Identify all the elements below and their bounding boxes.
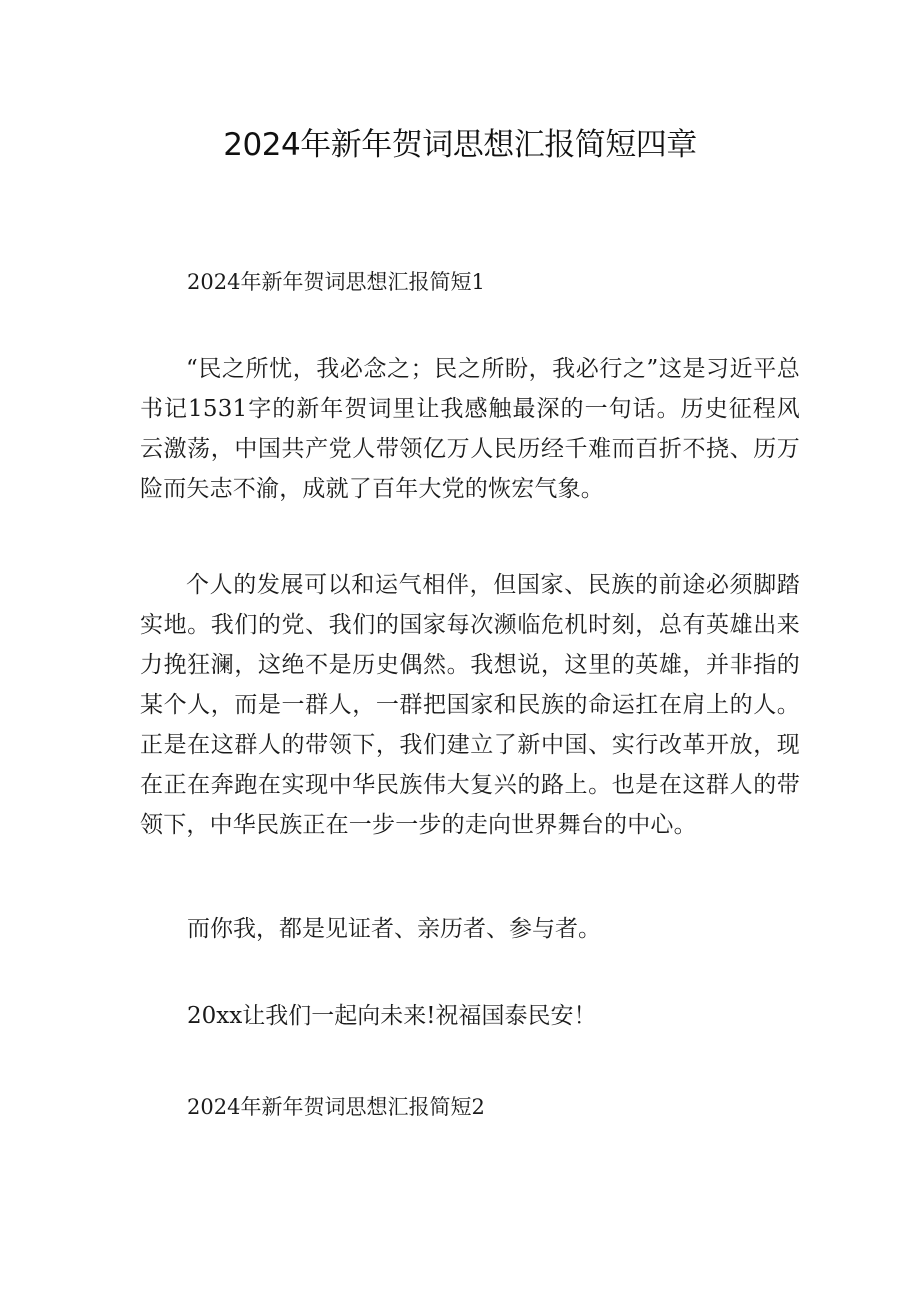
section-heading-2: 2024年新年贺词思想汇报简短2 [187, 1095, 485, 1119]
document-title: 2024年新年贺词思想汇报简短四章 [223, 127, 697, 163]
paragraph-4: 20xx让我们一起向未来!祝福国泰民安！ [187, 1003, 597, 1029]
paragraph-2: 个人的发展可以和运气相伴，但国家、民族的前途必须脚踏实地。我们的党、我们的国家每次濒临危机时刻，总有英雄出来力挽狂澜，这绝不是历史偶然。我想说，这里的英雄，并非指的某个人，而是一群人，一群把国家和民族的命运扛在肩上的人。正是在这群人的带领下，我们建立了新中国、实行改革开放，现在正在奔跑在实现中华民族伟大复兴的路上。也是在这群人的带领下，中华民族正在一步一步的走向世界舞台的中心。 [140, 572, 800, 838]
paragraph-3: 而你我，都是见证者、亲历者、参与者。 [187, 916, 601, 942]
paragraph-1: “民之所忧，我必念之；民之所盼，我必行之”这是习近平总书记1531字的新年贺词里让我感触最深的一句话。历史征程风云激荡，中国共产党人带领亿万人民历经千难而百折不挠、历万险而矢志不渝，成就了百年大党的恢宏气象。 [140, 356, 800, 502]
section-heading-1: 2024年新年贺词思想汇报简短1 [187, 270, 485, 294]
